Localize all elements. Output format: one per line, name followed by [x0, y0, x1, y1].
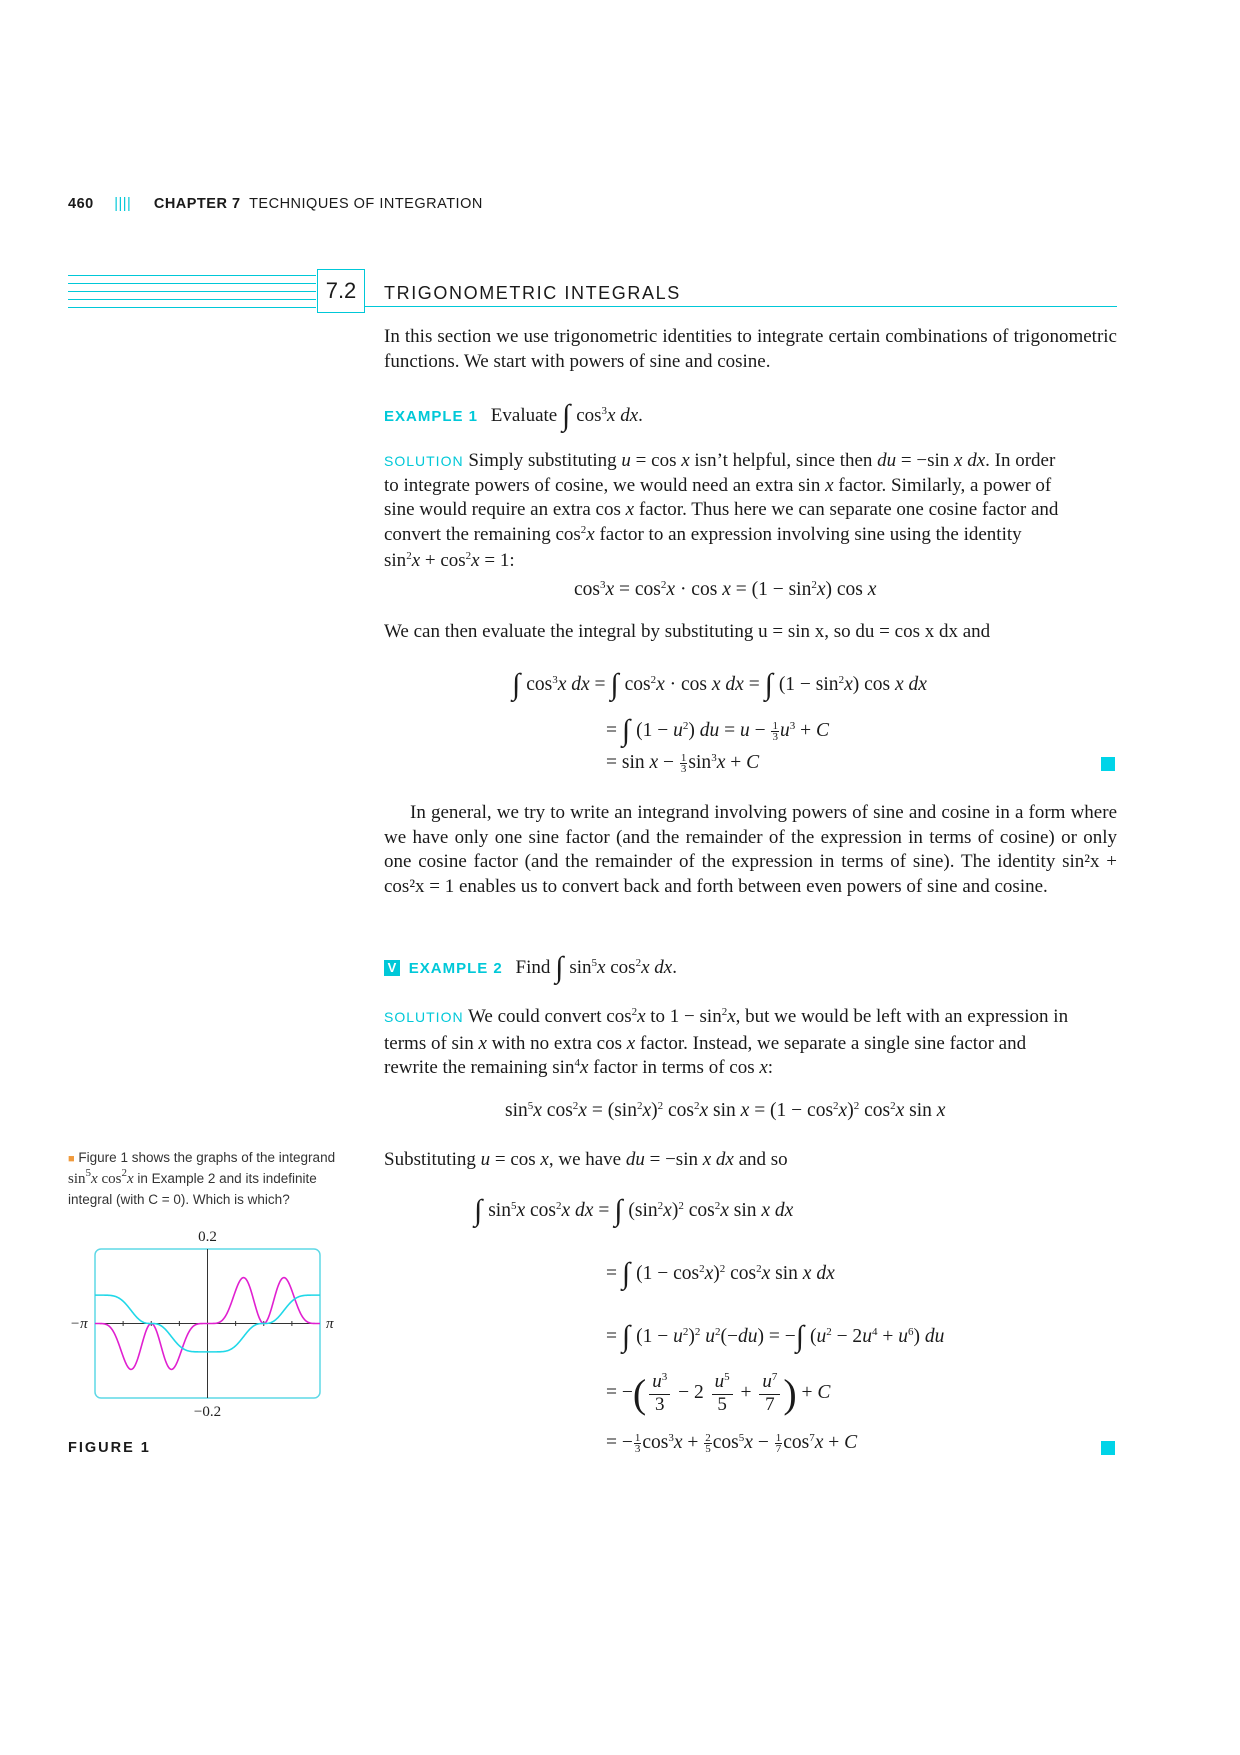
paragraph-substitute: We can then evaluate the integral by substituting u = sin x, so du = cos x dx and — [384, 621, 991, 642]
solution-1-label: SOLUTION — [384, 453, 464, 469]
equation-2-line-1: ∫ $\cos^3x$ dx = ∫ $\cos^2x \cdot \cos x$ dx = ∫ $(1 - \sin^2x)$ cos x dx — [512, 668, 927, 701]
paragraph-substituting: Substituting u = cos x, we have du = −sin x dx and so — [384, 1149, 788, 1170]
qed-mark-1 — [1101, 757, 1115, 771]
figure-1 — [60, 1225, 350, 1425]
equation-1: $\cos^3x = \cos^2x \cdot \cos x = (1 - \sin^2x)$ cos x — [574, 579, 877, 600]
solution-2-label: SOLUTION — [384, 1009, 464, 1025]
equation-2-line-2: = ∫ $(1 - u^2)$ du = u − $\frac{1}{3}$ $u^3 + C$ — [606, 714, 829, 747]
x-tick-right: π — [326, 1316, 334, 1332]
example-1-label: EXAMPLE 1 — [384, 408, 479, 425]
section-number-box — [317, 269, 365, 313]
example-1 — [384, 395, 643, 432]
y-tick-top: 0.2 — [198, 1229, 217, 1245]
margin-bullet: ■ — [68, 1153, 75, 1165]
chapter-label: CHAPTER 7 — [153, 196, 241, 212]
section-title: TRIGONOMETRIC INTEGRALS — [384, 283, 681, 303]
figure-caption: FIGURE 1 — [68, 1440, 151, 1456]
example-2-label: EXAMPLE 2 — [408, 960, 503, 977]
figure-1-chart — [60, 1225, 350, 1425]
equation-4-line-1: ∫ $\sin^5x$ $\cos^2x$ dx = ∫ $(\sin^2x)^2$ $\cos^2x$ sin x dx — [474, 1194, 794, 1227]
example-1-integral: ∫ $\cos^3x$ dx. — [562, 399, 643, 432]
equation-4-line-3: = ∫ $(1 - u^2)^2$ $u^2(-du)$ = −∫ $(u^2 - 2u^4 + u^6)$ du — [606, 1320, 945, 1353]
equation-2-line-3: = sin x − $\frac{1}{3}$ $\sin^3x + C$ — [606, 752, 760, 776]
page-number: 460 — [68, 196, 94, 212]
example-2-badge: V — [384, 960, 400, 976]
equation-4-line-2: = ∫ $(1 - \cos^2x)^2$ $\cos^2x$ sin x dx — [606, 1257, 835, 1290]
header-bars: |||| — [114, 196, 132, 212]
running-header — [68, 196, 483, 212]
y-tick-bottom: −0.2 — [193, 1404, 222, 1420]
section-number: 7.2 — [325, 278, 357, 303]
section-title-rule — [364, 306, 1117, 307]
equation-4-line-4: = −( $\frac{u^3}{3}$ − 2 $\frac{u^5}{5}$ + $\frac{u^7}{7}$ ) + C — [606, 1371, 831, 1416]
section-rules — [68, 275, 316, 309]
margin-note: ■ Figure 1 shows the graphs of the integrand $\sin^5x$ $\cos^2x$ in Example 2 and its indefinite integral (with C = 0). Which is which? — [68, 1150, 336, 1207]
equation-4-line-5: = − $\frac{1}{3}$ $\cos^3x$ + $\frac{2}{5}$ $\cos^5x$ − $\frac{1}{7}$ $\cos^7x + C$ — [606, 1432, 858, 1456]
general-paragraph — [384, 801, 1117, 899]
solution-1-paragraph: SOLUTION Simply substituting u = cos x isn’t helpful, since then du = −sin x dx. In order to integrate powers of cosine, we would need an extra sin x factor. Similarly, a power of sine would require an extra cos x factor. Thus here we can separate one cosine factor and convert the remaining $\cos^2x$ factor to an expression involving sine using the identity $\sin^2x + \cos^2x = 1$: — [384, 450, 1059, 571]
example-2-integral: ∫ $\sin^5x$ $\cos^2x$ dx. — [555, 951, 677, 984]
example-1-prompt: Evaluate — [490, 405, 558, 426]
example-2-prompt: Find — [515, 957, 551, 978]
example-2 — [384, 947, 677, 984]
solution-2-paragraph: SOLUTION We could convert $\cos^2x$ to $1 - \sin^2x$, but we would be left with an expression in terms of sin x with no extra cos x factor. Instead, we separate a single sine factor and rewrite the remaining $\sin^4x$ factor in terms of cos x: — [384, 1006, 1069, 1078]
solution-1-text: factor to an expression involving sine using the identity — [599, 523, 1022, 545]
chapter-title: TECHNIQUES OF INTEGRATION — [249, 196, 483, 212]
general-text: In general, we try to write an integrand involving powers of sine and cosine in a form where we have only one sine factor (and the remainder of the expression in terms of cosine) or only one cosine factor (and the remainder of the expression in terms of sine). The identity sin²x + cos²x = 1 enables us to convert back and forth between even powers of sine and cosine. — [384, 802, 1117, 897]
margin-note-post: in Example 2 and its indefinite integral (with C = 0). Which is which? — [68, 1171, 317, 1207]
equation-3: $\sin^5x$ $\cos^2x = (\sin^2x)^2$ $\cos^2x$ $\sin x = (1 - \cos^2x)^2$ $\cos^2x$ sin x — [505, 1100, 946, 1121]
x-tick-left: −π — [70, 1316, 88, 1332]
qed-mark-2 — [1101, 1441, 1115, 1455]
margin-note-pre: Figure 1 shows the graphs of the integrand — [78, 1150, 336, 1165]
intro-paragraph: In this section we use trigonometric identities to integrate certain combinations of trigonometric functions. We start with powers of sine and cosine. — [384, 326, 1117, 372]
